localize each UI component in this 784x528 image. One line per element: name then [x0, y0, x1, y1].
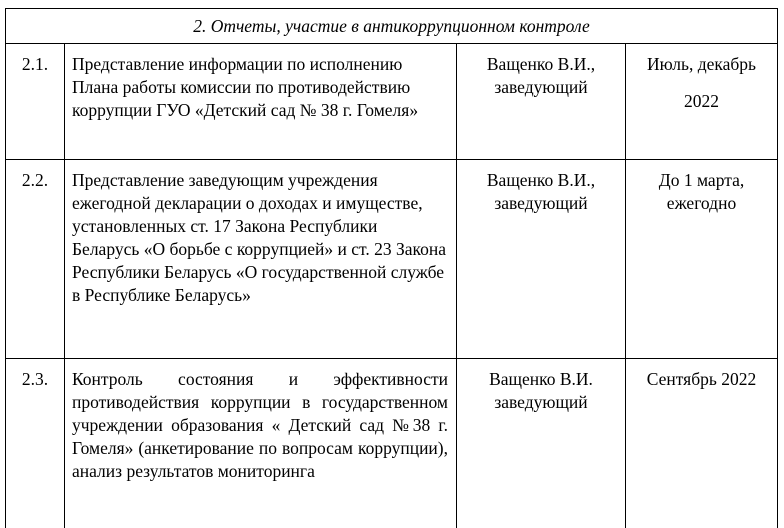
responsible-role: заведующий	[457, 192, 625, 215]
date-line-2: ежегодно	[626, 192, 777, 215]
table-row	[6, 160, 778, 359]
section-header-row	[6, 9, 778, 44]
date-line-1: Сентябрь 2022	[626, 368, 777, 391]
row-date	[626, 44, 778, 160]
date-line-1: Июль, декабрь	[626, 53, 777, 76]
plan-table	[5, 8, 778, 528]
row-date	[626, 160, 778, 359]
table-row	[6, 44, 778, 160]
responsible-name: Ващенко В.И.,	[457, 169, 625, 192]
date-line-2: 2022	[626, 90, 777, 113]
row-number: 2.2.	[6, 160, 65, 359]
row-description: Представление заведующим учреждения ежегодной декларации о доходах и имуществе, установленных ст. 17 Закона Республики Беларусь «О борьбе с коррупцией» и ст. 23 Закона Республики Беларусь «О государственной службе в Республике Беларусь»	[65, 160, 457, 359]
responsible-role: заведующий	[457, 391, 625, 414]
responsible-name: Ващенко В.И.,	[457, 53, 625, 76]
row-number: 2.3.	[6, 359, 65, 528]
row-responsible	[457, 44, 626, 160]
responsible-role: заведующий	[457, 76, 625, 99]
row-description: Контроль состояния и эффективности противодействия коррупции в государственном учреждении образования « Детский сад №38 г. Гомеля» (анкетирование по вопросам коррупции), анализ результатов мониторинга	[65, 359, 457, 528]
section-title: 2. Отчеты, участие в антикоррупционном контроле	[6, 9, 778, 44]
row-responsible	[457, 160, 626, 359]
date-line-1: До 1 марта,	[626, 169, 777, 192]
responsible-name: Ващенко В.И.	[457, 368, 625, 391]
row-number: 2.1.	[6, 44, 65, 160]
row-description: Представление информации по исполнению Плана работы комиссии по противодействию коррупции ГУО «Детский сад № 38 г. Гомеля»	[65, 44, 457, 160]
